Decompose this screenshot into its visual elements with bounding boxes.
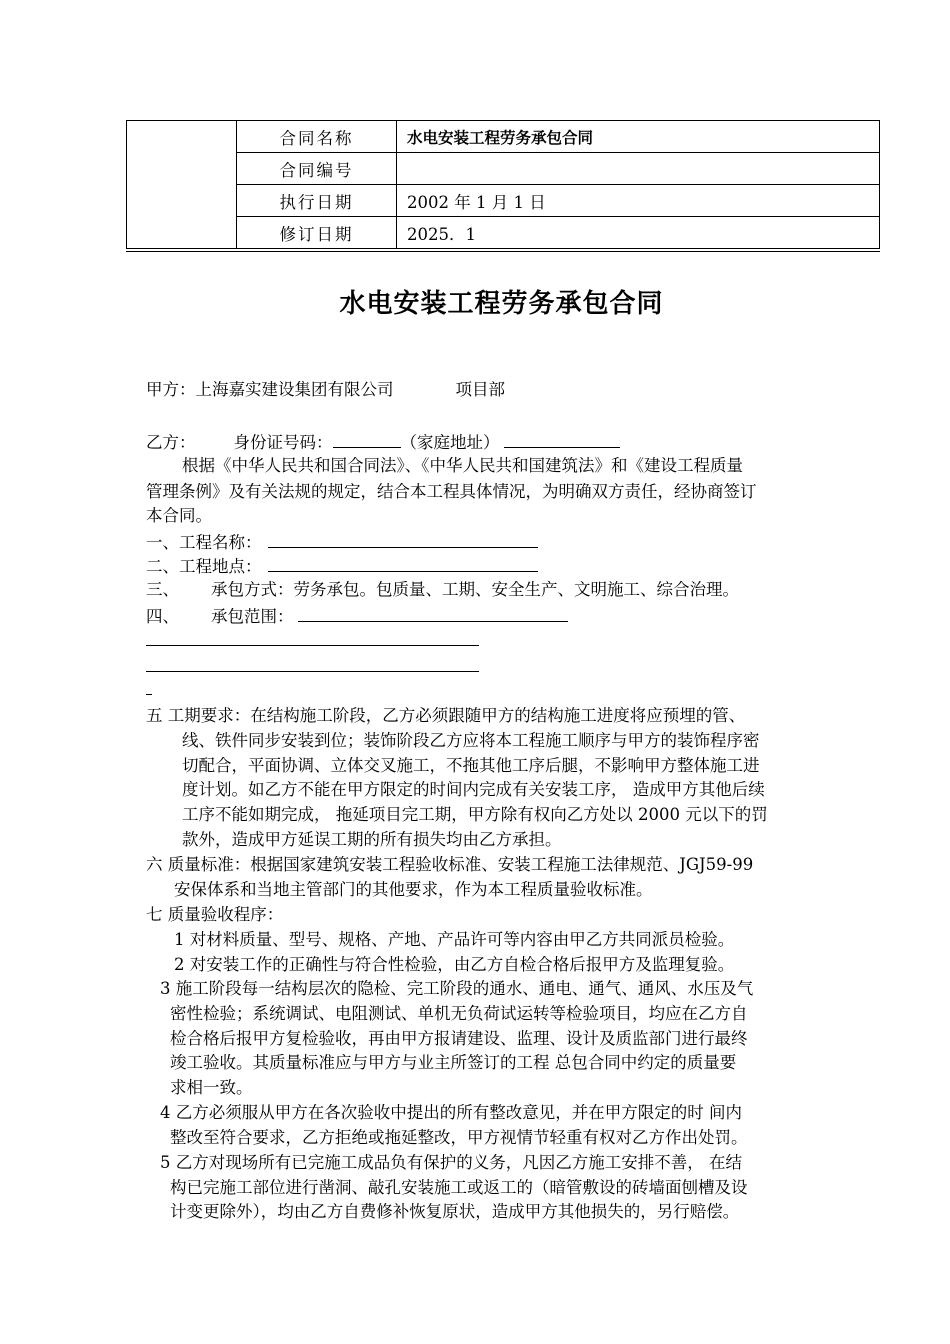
clause-contract-mode [146, 578, 739, 602]
table-row [127, 217, 880, 249]
logo-cell [127, 121, 237, 249]
section-5-line: 度计划。如乙方不能在甲方限定的时间内完成有关安装工序， 造成甲方其他后续 [182, 780, 765, 799]
section-6-line: 安保体系和当地主管部门的其他要求，作为本工程质量验收标准。 [174, 880, 653, 899]
scope-blank-line[interactable] [146, 671, 479, 672]
party-a-department: 项目部 [455, 380, 505, 399]
section-7-item: 3 施工阶段每一结构层次的隐检、完工阶段的通水、通电、通气、通风、水压及气 [160, 979, 754, 998]
section-7-item: 2 对安装工作的正确性与符合性检验，由乙方自检合格后报甲方及监理复验。 [174, 955, 735, 974]
contract-info-table [126, 120, 880, 249]
contract-number-value [397, 153, 880, 185]
section-5-line: 款外，造成甲方延误工期的所有损失均由乙方承担。 [182, 830, 562, 849]
section-7-item: 4 乙方必须服从甲方在各次验收中提出的所有整改意见，并在甲方限定的时 间内 [160, 1103, 742, 1122]
table-row [127, 185, 880, 217]
id-number-label: 身份证号码： [233, 433, 333, 452]
project-location-blank[interactable] [268, 553, 538, 572]
revision-date-label: 修订日期 [237, 217, 397, 249]
party-a-name: 甲方：上海嘉实建设集团有限公司 [146, 380, 394, 399]
effective-date-label: 执行日期 [237, 185, 397, 217]
id-number-blank[interactable] [333, 429, 401, 448]
clause-project-location [146, 553, 538, 579]
clause-number: 四、 [146, 607, 179, 626]
section-7-item: 1 对材料质量、型号、规格、产地、产品许可等内容由甲乙方共同派员检验。 [174, 930, 735, 949]
party-a-line [146, 378, 505, 402]
home-address-label: （家庭地址） [400, 433, 500, 452]
project-name-label: 一、工程名称： [146, 533, 262, 552]
table-row [127, 153, 880, 185]
section-5-line: 五 工期要求：在结构施工阶段，乙方必须跟随甲方的结构施工进度将应预埋的管、 [146, 706, 746, 725]
preamble-line: 管理条例》及有关法规的规定，结合本工程具体情况，为明确双方责任，经协商签订 [146, 482, 757, 501]
project-location-label: 二、工程地点： [146, 557, 262, 576]
header-divider [126, 251, 880, 252]
contract-mode-text: 承包方式：劳务承包。包质量、工期、安全生产、文明施工、综合治理。 [211, 580, 739, 599]
effective-date-value: 2002 年 1 月 1 日 [397, 185, 880, 217]
party-b-label: 乙方： [146, 433, 196, 452]
section-6-line: 六 质量标准：根据国家建筑安装工程验收标准、安装工程施工法律规范、JGJ59-99 [146, 855, 754, 874]
table-row [127, 121, 880, 153]
section-7-title: 七 质量验收程序： [146, 905, 284, 924]
section-7-item: 5 乙方对现场所有已完施工成品负有保护的义务，凡因乙方施工安排不善， 在结 [160, 1153, 742, 1172]
clause-contract-scope [146, 603, 568, 629]
dash-mark [146, 694, 152, 695]
party-b-line [146, 429, 620, 455]
contract-name-value: 水电安装工程劳务承包合同 [397, 121, 880, 153]
section-7-item: 构已完施工部位进行凿洞、敲孔安装施工或返工的（暗管敷设的砖墙面刨槽及设 [170, 1178, 748, 1197]
scope-blank-line[interactable] [146, 645, 479, 646]
section-5-line: 线、铁件同步安装到位；装饰阶段乙方应将本工程施工顺序与甲方的装饰程序密 [182, 731, 760, 750]
section-5-line: 切配合，平面协调、立体交叉施工，不拖其他工序后腿，不影响甲方整体施工进 [182, 756, 760, 775]
section-5-line: 工序不能如期完成， 拖延项目完工期，甲方除有权向乙方处以 2000 元以下的罚 [182, 805, 768, 824]
section-7-item: 求相一致。 [170, 1078, 253, 1097]
contract-scope-label: 承包范围： [211, 607, 294, 626]
section-7-item: 密性检验；系统调试、电阻测试、单机无负荷试运转等检验项目，均应在乙方自 [170, 1004, 748, 1023]
contract-name-label: 合同名称 [237, 121, 397, 153]
section-7-item: 竣工验收。其质量标准应与甲方与业主所签订的工程 总包合同中约定的质量要 [170, 1053, 737, 1072]
contract-scope-blank[interactable] [298, 603, 568, 622]
project-name-blank[interactable] [268, 529, 538, 548]
contract-number-label: 合同编号 [237, 153, 397, 185]
section-7-item: 整改至符合要求，乙方拒绝或拖延整改，甲方视情节轻重有权对乙方作出处罚。 [170, 1128, 748, 1147]
document-title: 水电安装工程劳务承包合同 [339, 289, 664, 319]
section-7-item: 计变更除外），均由乙方自费修补恢复原状，造成甲方其他损失的，另行赔偿。 [170, 1202, 740, 1221]
revision-date-value: 2025．1 [397, 217, 880, 249]
section-7-item: 检合格后报甲方复检验收，再由甲方报请建设、监理、设计及质监部门进行最终 [170, 1029, 748, 1048]
home-address-blank[interactable] [504, 429, 620, 448]
clause-project-name [146, 529, 538, 555]
preamble-line: 本合同。 [146, 506, 212, 525]
preamble-line: 根据《中华人民共和国合同法》、《中华人民共和国建筑法》和《建设工程质量 [182, 456, 743, 475]
clause-number: 三、 [146, 580, 179, 599]
